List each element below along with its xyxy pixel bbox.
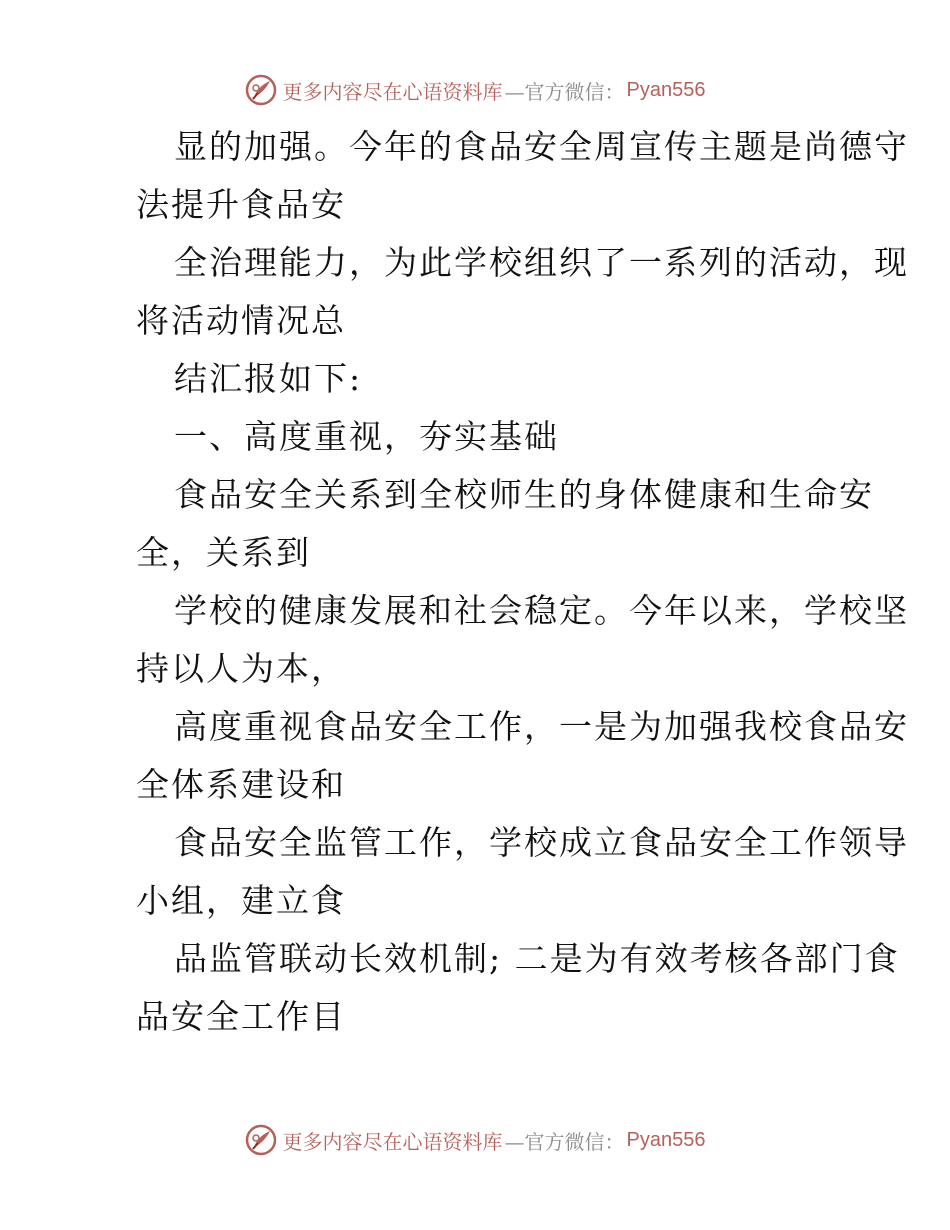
header-wechat-id: Pyan556: [626, 78, 706, 101]
body-line-2: 法提升食品安: [136, 185, 346, 224]
body-line-7: 食品安全关系到全校师生的身体健康和生命安: [174, 475, 874, 514]
footer-official-label: —官方微信：: [504, 1129, 625, 1154]
body-line-5: 结汇报如下:: [174, 359, 363, 398]
body-line-1: 显的加强。今年的食品安全周宣传主题是尚德守: [174, 127, 909, 166]
body-line-13: 食品安全监管工作，学校成立食品安全工作领导: [174, 823, 909, 862]
quill-logo-icon: [245, 1124, 277, 1156]
body-text: [98, 118, 909, 1046]
body-line-10: 持以人为本，: [136, 649, 346, 688]
header-banner: [0, 70, 950, 110]
header-official-label: —官方微信：: [504, 79, 625, 104]
body-line-3: 全治理能力，为此学校组织了一系列的活动，现: [174, 243, 909, 282]
footer-wechat-id: Pyan556: [626, 1128, 706, 1151]
header-promo-text: 更多内容尽在心语资料库: [282, 79, 503, 104]
section-heading: 一、高度重视，夯实基础: [174, 417, 559, 456]
quill-logo-icon: [245, 74, 277, 106]
body-line-4: 将活动情况总: [136, 301, 346, 340]
footer-promo-text: 更多内容尽在心语资料库: [282, 1129, 503, 1154]
body-line-11: 高度重视食品安全工作，一是为加强我校食品安: [174, 707, 909, 746]
body-line-8: 全，关系到: [136, 533, 311, 572]
body-line-16: 品安全工作目: [136, 997, 346, 1036]
body-line-12: 全体系建设和: [136, 765, 346, 804]
body-line-15: 品监管联动长效机制; 二是为有效考核各部门食: [174, 939, 900, 978]
body-line-9: 学校的健康发展和社会稳定。今年以来，学校坚: [174, 591, 909, 630]
body-line-14: 小组，建立食: [136, 881, 346, 920]
footer-banner: [0, 1120, 950, 1160]
